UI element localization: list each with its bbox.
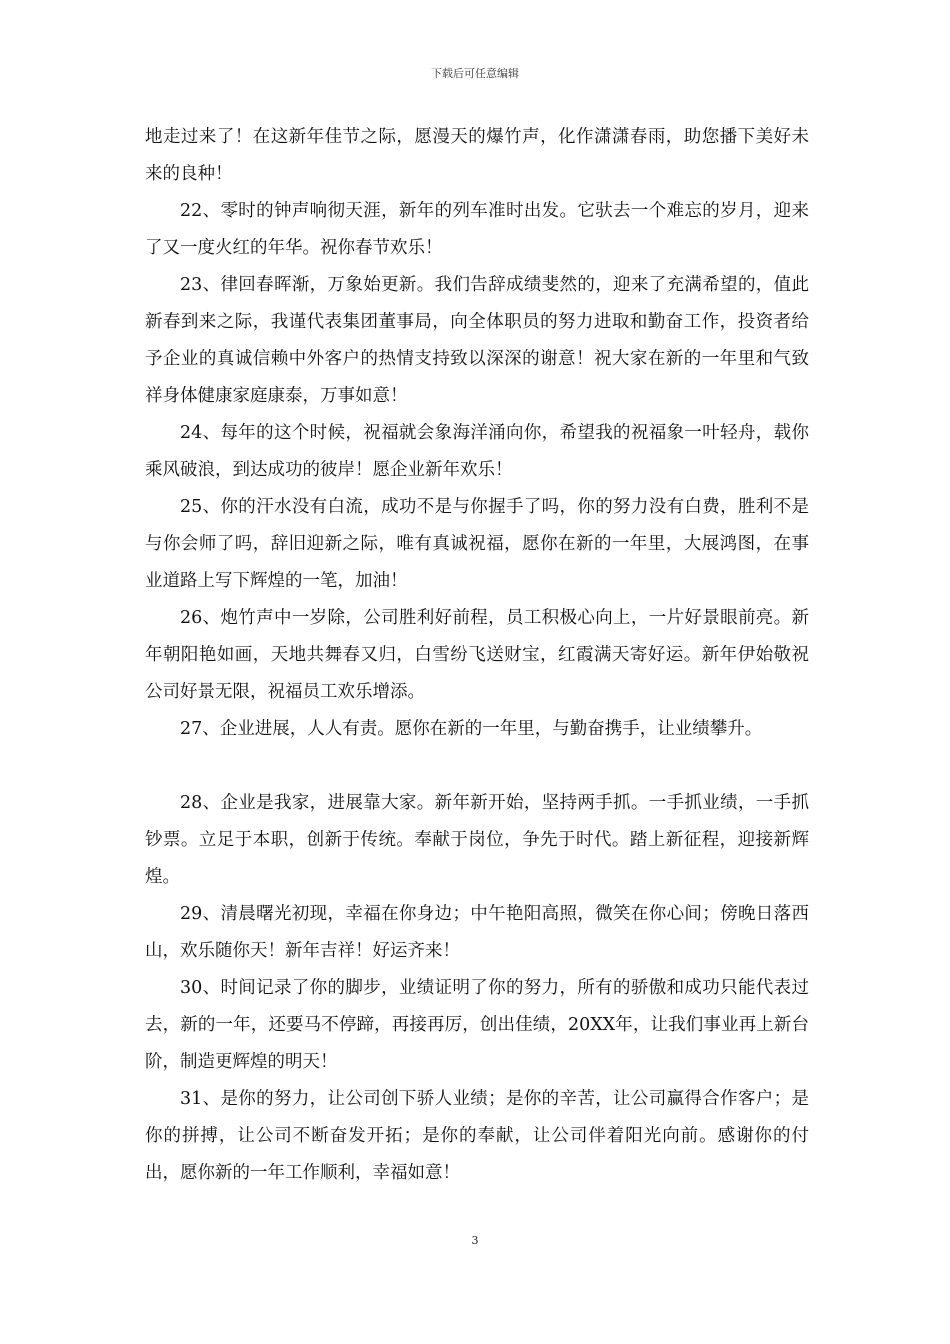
paragraph-30: 30、时间记录了你的脚步，业绩证明了你的努力，所有的骄傲和成功只能代表过去，新的一年，还要马不停蹄，再接再厉，创出佳绩，20XX年，让我们事业再上新台阶，制造更辉煌的明天！ [145,978,809,1072]
blank-line [145,748,809,785]
paragraph-28: 28、企业是我家，进展靠大家。新年新开始，坚持两手抓。一手抓业绩，一手抓钞票。立足于本职，创新于传统。奉献于岗位，争先于时代。踏上新征程，迎接新辉煌。 [145,793,809,887]
paragraph-26: 26、炮竹声中一岁除，公司胜利好前程，员工积极心向上，一片好景眼前亮。新年朝阳艳如画，天地共舞春又归，白雪纷飞送财宝，红霞满天寄好运。新年伊始敬祝公司好景无限，祝福员工欢乐增添。 [145,608,809,702]
paragraph-25: 25、你的汗水没有白流，成功不是与你握手了吗，你的努力没有白费，胜利不是与你会师了吗，辞旧迎新之际，唯有真诚祝福，愿你在新的一年里，大展鸿图，在事业道路上写下辉煌的一笔，加油！ [145,497,809,591]
paragraph-27: 27、企业进展，人人有责。愿你在新的一年里，与勤奋携手，让业绩攀升。 [180,719,763,739]
paragraph-continuation: 地走过来了！在这新年佳节之际，愿漫天的爆竹声，化作潇潇春雨，助您播下美好未来的良种！ [145,127,809,184]
paragraph-29: 29、清晨曙光初现，幸福在你身边；中午艳阳高照，微笑在你心间；傍晚日落西山，欢乐随你天！新年吉祥！好运齐来！ [145,904,809,961]
page-header: 下载后可任意编辑 [431,67,519,80]
paragraph-24: 24、每年的这个时候，祝福就会象海洋涌向你，希望我的祝福象一叶轻舟，载你乘风破浪，到达成功的彼岸！愿企业新年欢乐！ [145,423,809,480]
page-number: 3 [471,1234,479,1247]
paragraph-22: 22、零时的钟声响彻天涯，新年的列车准时出发。它驮去一个难忘的岁月，迎来了又一度火红的年华。祝你春节欢乐！ [145,201,809,258]
paragraph-23: 23、律回春晖渐，万象始更新。我们告辞成绩斐然的，迎来了充满希望的，值此新春到来之际，我谨代表集团董事局，向全体职员的努力进取和勤奋工作，投资者给予企业的真诚信赖中外客户的热情支持致以深深的谢意！祝大家在新的一年里和气致祥身体健康家庭康泰，万事如意！ [145,275,809,406]
paragraph-31: 31、是你的努力，让公司创下骄人业绩；是你的辛苦，让公司赢得合作客户；是你的拼搏，让公司不断奋发开拓；是你的奉献，让公司伴着阳光向前。感谢你的付出，愿你新的一年工作顺利，幸福如意！ [145,1089,809,1183]
document-body [145,119,809,1192]
